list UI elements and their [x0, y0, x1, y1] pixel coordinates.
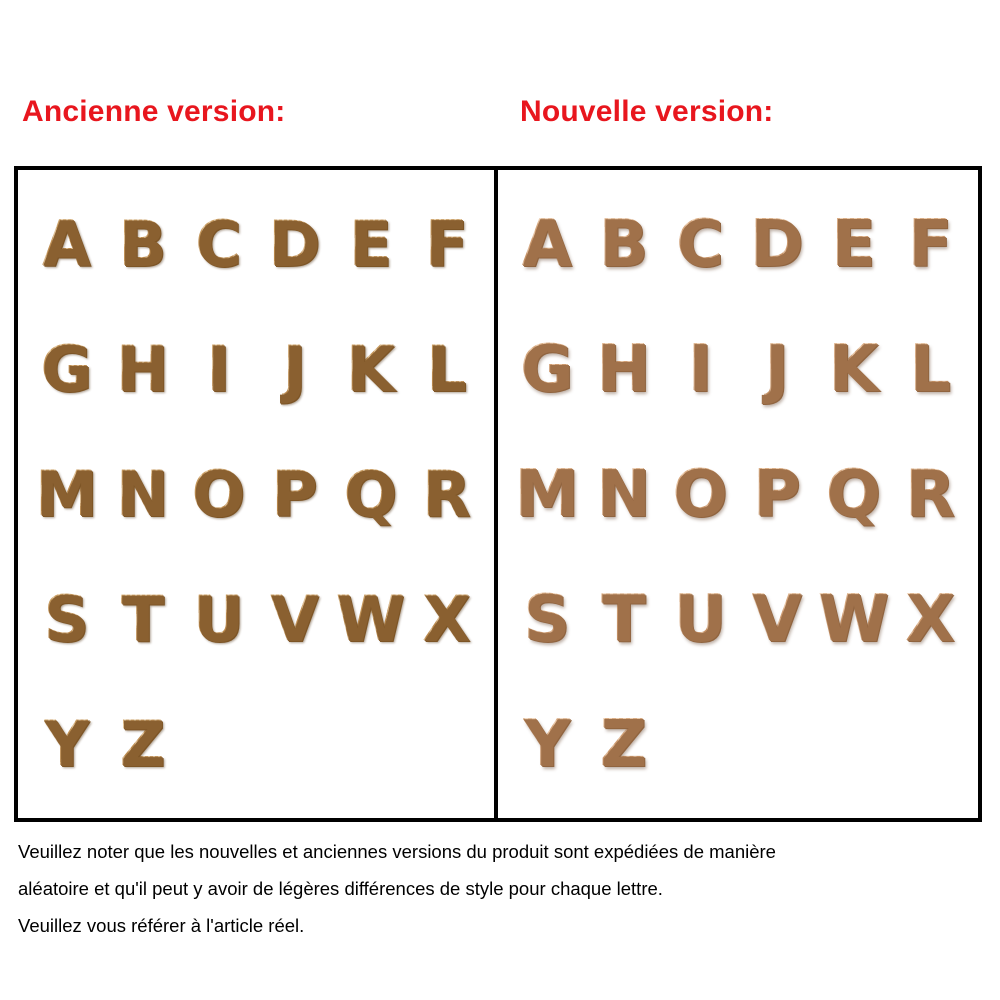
- letter-cell: [738, 432, 815, 557]
- engraving-label: CUSTOM TEXT: [42, 545, 90, 554]
- caption-line-3: Veuillez vous référer à l'article réel.: [18, 914, 305, 936]
- engraving-label: CUSTOM TEXT: [422, 295, 470, 304]
- wooden-letter: L: [909, 332, 951, 407]
- letter-cell: [256, 556, 332, 681]
- wooden-letter: N: [596, 456, 650, 531]
- wooden-letter: I: [687, 332, 712, 407]
- wooden-letter: G: [40, 332, 92, 406]
- panel-old-version: [18, 170, 498, 818]
- letter-cell: [508, 681, 585, 806]
- wooden-letter: A: [42, 207, 90, 281]
- letter-cell: [815, 432, 892, 557]
- letter-cell: [104, 307, 180, 432]
- letter-cell: [104, 681, 180, 806]
- letter-cell: [408, 432, 484, 557]
- wooden-letter: Z: [599, 706, 647, 781]
- letter-cell: [661, 182, 738, 307]
- letter-cell: [104, 182, 180, 307]
- wooden-letter: O: [191, 456, 245, 530]
- wooden-letter: S: [43, 581, 89, 655]
- letter-cell: [585, 681, 662, 806]
- letter-cell: [891, 307, 968, 432]
- letter-cell: [891, 556, 968, 681]
- letter-cell: [28, 681, 104, 806]
- heading-old-version: Ancienne version:: [22, 95, 286, 128]
- letter-cell: [815, 556, 892, 681]
- heading-new-version: Nouvelle version:: [520, 95, 774, 128]
- wooden-letter: N: [116, 456, 168, 530]
- engraving-label: CUSTOM TEXT: [270, 420, 318, 429]
- letter-cell: [28, 182, 104, 307]
- engraving-label: CUSTOM TEXT: [194, 420, 242, 429]
- wooden-letter: H: [116, 332, 168, 406]
- letter-cell: [738, 182, 815, 307]
- engraving-label: CUSTOM TEXT: [194, 670, 242, 679]
- letter-cell: [661, 307, 738, 432]
- wooden-letter: J: [764, 332, 789, 407]
- wooden-letter: F: [424, 207, 468, 281]
- wooden-letter: D: [749, 207, 803, 282]
- wooden-letter: F: [907, 207, 952, 282]
- engraving-label: CUSTOM TEXT: [118, 545, 166, 554]
- wooden-letter: U: [192, 581, 244, 655]
- letter-cell: [408, 307, 484, 432]
- letter-cell: [508, 182, 585, 307]
- wooden-letter: X: [422, 581, 470, 655]
- engraving-label: CUSTOM TEXT: [422, 420, 470, 429]
- wooden-letter: E: [348, 207, 392, 281]
- letter-cell: [891, 432, 968, 557]
- letter-cell: [180, 307, 256, 432]
- wooden-letter: U: [673, 581, 726, 656]
- letter-cell: [332, 182, 408, 307]
- letter-cell: [585, 556, 662, 681]
- letter-cell: [332, 432, 408, 557]
- letter-cell: [815, 182, 892, 307]
- wooden-letter: L: [426, 332, 466, 406]
- panel-new-version: [498, 170, 978, 818]
- letter-cell: [585, 432, 662, 557]
- wooden-letter: X: [904, 581, 955, 656]
- wooden-letter: S: [523, 581, 570, 656]
- engraving-label: CUSTOM TEXT: [270, 545, 318, 554]
- letter-cell: [738, 556, 815, 681]
- wooden-letter: T: [601, 581, 645, 656]
- wooden-letter: Q: [343, 456, 397, 530]
- alphabet-grid-old: [18, 170, 494, 818]
- letter-cell: [408, 182, 484, 307]
- wooden-letter: P: [752, 456, 800, 531]
- engraving-label: CUSTOM TEXT: [422, 670, 470, 679]
- wooden-letter: R: [422, 456, 470, 530]
- engraving-label: CUSTOM TEXT: [42, 795, 90, 803]
- wooden-letter: D: [268, 207, 320, 281]
- headings-row: [0, 95, 1000, 151]
- engraving-label: CUSTOM TEXT: [422, 545, 470, 554]
- wooden-letter: T: [120, 581, 164, 655]
- caption-block: [18, 840, 970, 950]
- caption-line-1: Veuillez noter que les nouvelles et anciennes versions du produit sont expédiées de manière: [18, 841, 776, 862]
- engraving-label: CUSTOM TEXT: [42, 670, 90, 679]
- wooden-letter: P: [271, 456, 317, 530]
- wooden-letter: A: [521, 207, 572, 282]
- engraving-label: CUSTOM TEXT: [346, 545, 394, 554]
- letter-cell: [891, 182, 968, 307]
- wooden-letter: E: [831, 207, 875, 282]
- letter-cell: [661, 556, 738, 681]
- engraving-label: CUSTOM TEXT: [42, 420, 90, 429]
- wooden-letter: R: [905, 456, 955, 531]
- wooden-letter: V: [270, 581, 318, 655]
- wooden-letter: V: [751, 581, 802, 656]
- wooden-letter: G: [520, 332, 573, 407]
- letter-cell: [180, 556, 256, 681]
- letter-cell: [738, 307, 815, 432]
- letter-cell: [508, 556, 585, 681]
- engraving-label: CUSTOM TEXT: [346, 420, 394, 429]
- letter-cell: [256, 307, 332, 432]
- letter-cell: [104, 432, 180, 557]
- engraving-label: CUSTOM TEXT: [118, 795, 166, 803]
- wooden-letter: I: [206, 332, 230, 406]
- letter-cell: [508, 307, 585, 432]
- letter-cell: [408, 556, 484, 681]
- wooden-letter: K: [828, 332, 878, 407]
- wooden-letter: Q: [825, 456, 881, 531]
- letter-cell: [104, 556, 180, 681]
- letter-cell: [661, 432, 738, 557]
- wooden-letter: J: [282, 332, 306, 406]
- engraving-label: CUSTOM TEXT: [118, 420, 166, 429]
- wooden-letter: K: [345, 332, 395, 406]
- engraving-label: CUSTOM TEXT: [270, 670, 318, 679]
- wooden-letter: B: [598, 207, 648, 282]
- letter-cell: [256, 182, 332, 307]
- wooden-letter: O: [672, 456, 727, 531]
- letter-cell: [585, 182, 662, 307]
- letter-cell: [28, 307, 104, 432]
- letter-cell: [332, 307, 408, 432]
- wooden-letter: C: [676, 207, 724, 282]
- wooden-letter: Y: [523, 706, 570, 781]
- wooden-letter: Z: [119, 706, 165, 780]
- letter-cell: [508, 432, 585, 557]
- engraving-label: CUSTOM TEXT: [118, 295, 166, 304]
- letter-cell: [180, 432, 256, 557]
- letter-cell: [815, 307, 892, 432]
- engraving-label: CUSTOM TEXT: [346, 295, 394, 304]
- comparison-frame: [14, 166, 982, 822]
- engraving-label: CUSTOM TEXT: [194, 545, 242, 554]
- letter-cell: [180, 182, 256, 307]
- wooden-letter: B: [118, 207, 166, 281]
- wooden-letter: Y: [43, 706, 89, 780]
- wooden-letter: H: [596, 332, 650, 407]
- engraving-label: CUSTOM TEXT: [118, 670, 166, 679]
- letter-cell: [256, 432, 332, 557]
- letter-cell: [585, 307, 662, 432]
- letter-cell: [332, 556, 408, 681]
- wooden-letter: W: [335, 581, 405, 655]
- wooden-letter: M: [35, 456, 97, 530]
- wooden-letter: C: [195, 207, 241, 281]
- wooden-letter: M: [514, 456, 579, 531]
- letter-cell: [28, 556, 104, 681]
- engraving-label: CUSTOM TEXT: [42, 295, 90, 304]
- wooden-letter: W: [817, 581, 889, 656]
- engraving-label: CUSTOM TEXT: [346, 670, 394, 679]
- caption-line-2: aléatoire et qu'il peut y avoir de légères différences de style pour chaque lettre.: [18, 877, 663, 899]
- alphabet-grid-new: [498, 170, 978, 818]
- letter-cell: [28, 432, 104, 557]
